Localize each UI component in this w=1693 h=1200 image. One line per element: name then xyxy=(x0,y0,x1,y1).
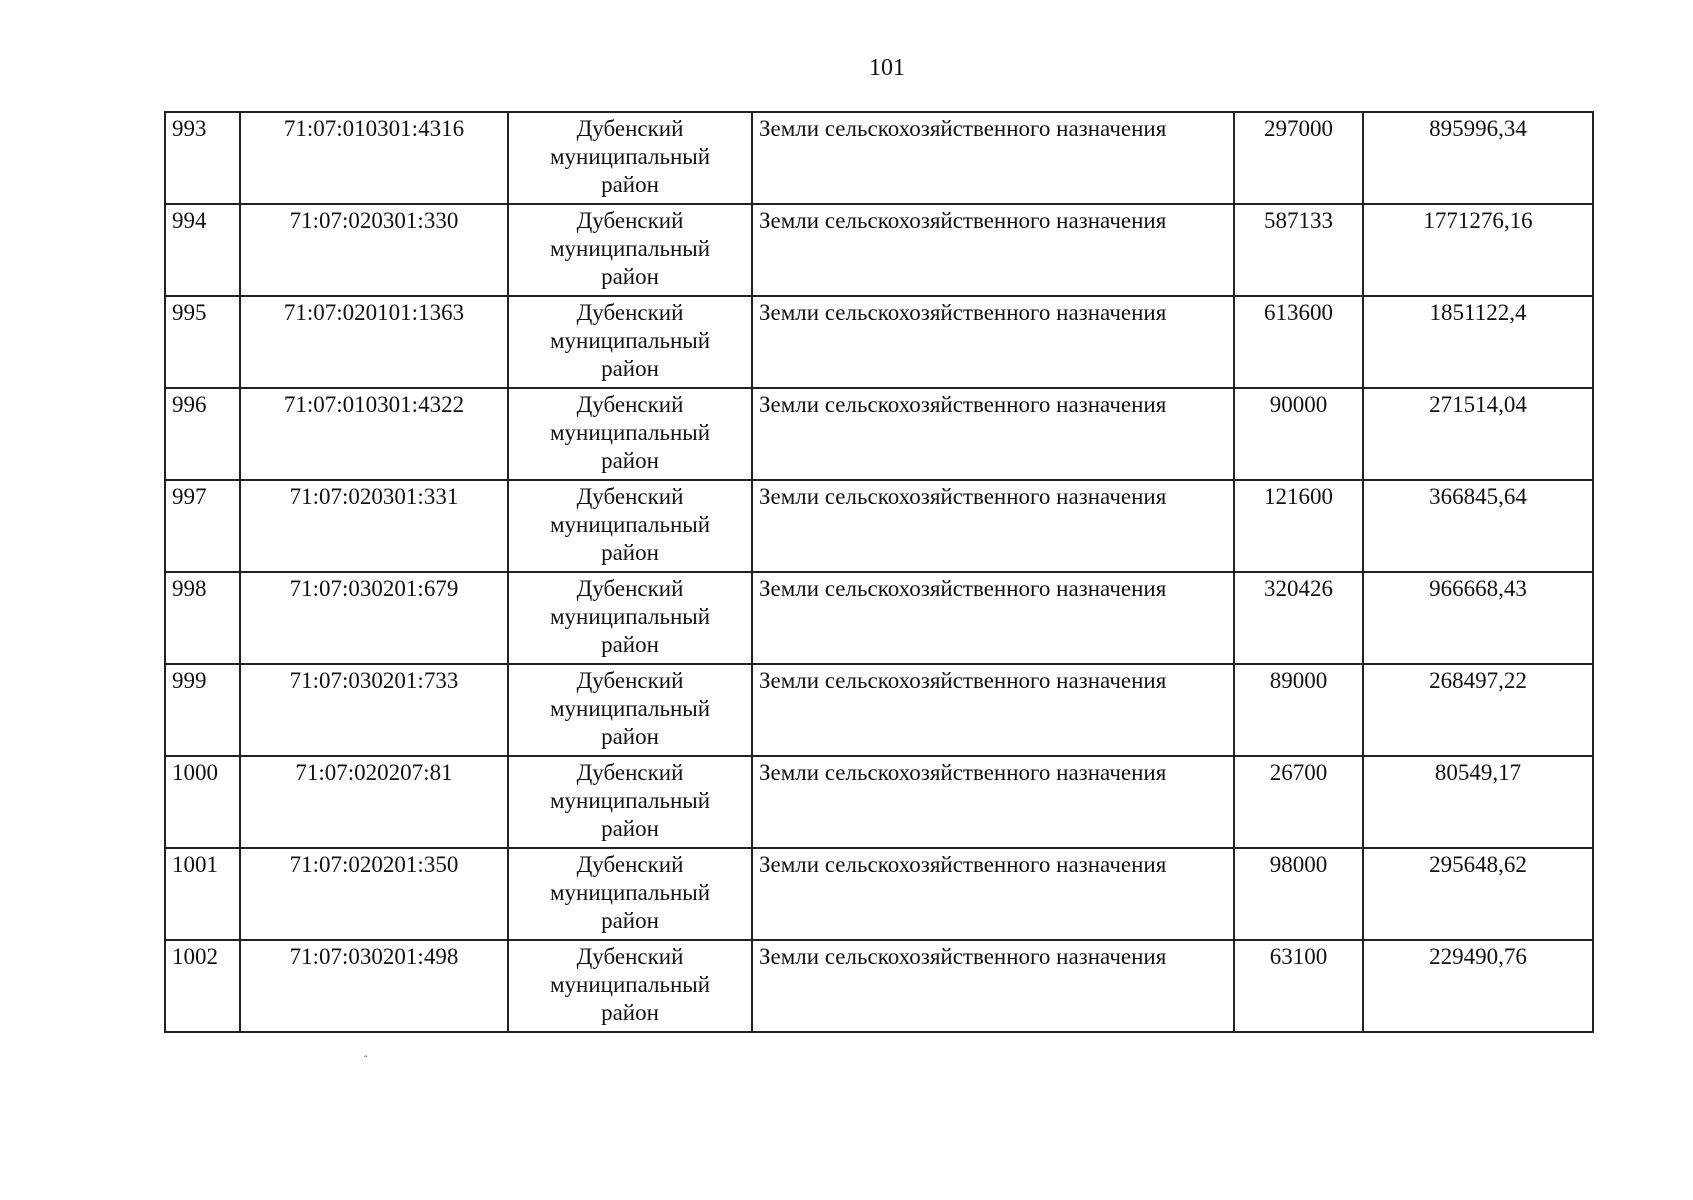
district-line: муниципальный xyxy=(549,880,711,905)
district-line: Дубенский xyxy=(576,760,684,785)
cadastral-number-cell: 71:07:030201:733 xyxy=(240,664,508,756)
cadastral-number-cell: 71:07:020201:350 xyxy=(240,848,508,940)
table-row xyxy=(165,756,1593,848)
district-line: район xyxy=(601,448,659,473)
land-category-cell: Земли сельскохозяйственного назначения xyxy=(752,940,1234,1032)
row-number-cell: 997 xyxy=(165,480,240,572)
area-cell: 320426 xyxy=(1234,572,1363,664)
cadastral-value-cell: 966668,43 xyxy=(1363,572,1593,664)
land-category-cell: Земли сельскохозяйственного назначения xyxy=(752,204,1234,296)
district-line: район xyxy=(601,816,659,841)
land-category-cell: Земли сельскохозяйственного назначения xyxy=(752,480,1234,572)
cadastral-number-cell: 71:07:020301:330 xyxy=(240,204,508,296)
table-row xyxy=(165,388,1593,480)
cadastral-number-cell: 71:07:020301:331 xyxy=(240,480,508,572)
district-line: район xyxy=(601,356,659,381)
cadastral-value-cell: 366845,64 xyxy=(1363,480,1593,572)
district-line: район xyxy=(601,908,659,933)
district-cell xyxy=(508,940,752,1032)
area-cell: 587133 xyxy=(1234,204,1363,296)
row-number-cell: 995 xyxy=(165,296,240,388)
district-line: муниципальный xyxy=(549,236,711,261)
district-line: Дубенский xyxy=(576,116,684,141)
district-cell xyxy=(508,480,752,572)
district-line: Дубенский xyxy=(576,300,684,325)
area-cell: 98000 xyxy=(1234,848,1363,940)
row-number-cell: 1002 xyxy=(165,940,240,1032)
district-line: муниципальный xyxy=(549,420,711,445)
row-number-cell: 994 xyxy=(165,204,240,296)
area-cell: 89000 xyxy=(1234,664,1363,756)
district-line: муниципальный xyxy=(549,788,711,813)
land-plots-table xyxy=(164,111,1594,1033)
table-row xyxy=(165,940,1593,1032)
district-line: муниципальный xyxy=(549,512,711,537)
land-category-cell: Земли сельскохозяйственного назначения xyxy=(752,848,1234,940)
land-category-cell: Земли сельскохозяйственного назначения xyxy=(752,572,1234,664)
district-cell xyxy=(508,664,752,756)
page-number: 101 xyxy=(869,55,905,81)
area-cell: 90000 xyxy=(1234,388,1363,480)
cadastral-value-cell: 1771276,16 xyxy=(1363,204,1593,296)
district-line: Дубенский xyxy=(576,668,684,693)
row-number-cell: 998 xyxy=(165,572,240,664)
land-category-cell: Земли сельскохозяйственного назначения xyxy=(752,664,1234,756)
district-line: район xyxy=(601,724,659,749)
district-line: район xyxy=(601,632,659,657)
table-row xyxy=(165,572,1593,664)
cadastral-number-cell: 71:07:030201:498 xyxy=(240,940,508,1032)
district-line: Дубенский xyxy=(576,576,684,601)
district-line: район xyxy=(601,540,659,565)
scan-speck-mark: ˆ xyxy=(364,1055,368,1066)
cadastral-value-cell: 1851122,4 xyxy=(1363,296,1593,388)
cadastral-value-cell: 229490,76 xyxy=(1363,940,1593,1032)
table-row xyxy=(165,664,1593,756)
district-cell xyxy=(508,388,752,480)
table-row xyxy=(165,204,1593,296)
land-category-cell: Земли сельскохозяйственного назначения xyxy=(752,112,1234,204)
cadastral-number-cell: 71:07:020101:1363 xyxy=(240,296,508,388)
row-number-cell: 999 xyxy=(165,664,240,756)
district-line: Дубенский xyxy=(576,944,684,969)
district-line: муниципальный xyxy=(549,328,711,353)
district-line: Дубенский xyxy=(576,208,684,233)
table-row xyxy=(165,480,1593,572)
district-cell xyxy=(508,112,752,204)
district-line: муниципальный xyxy=(549,696,711,721)
cadastral-value-cell: 271514,04 xyxy=(1363,388,1593,480)
district-cell xyxy=(508,572,752,664)
cadastral-value-cell: 895996,34 xyxy=(1363,112,1593,204)
district-line: Дубенский xyxy=(576,484,684,509)
district-line: Дубенский xyxy=(576,852,684,877)
district-line: муниципальный xyxy=(549,604,711,629)
district-cell xyxy=(508,848,752,940)
area-cell: 26700 xyxy=(1234,756,1363,848)
row-number-cell: 1001 xyxy=(165,848,240,940)
cadastral-value-cell: 295648,62 xyxy=(1363,848,1593,940)
cadastral-number-cell: 71:07:010301:4322 xyxy=(240,388,508,480)
district-line: район xyxy=(601,264,659,289)
table-row xyxy=(165,296,1593,388)
district-cell xyxy=(508,204,752,296)
row-number-cell: 996 xyxy=(165,388,240,480)
area-cell: 121600 xyxy=(1234,480,1363,572)
cadastral-value-cell: 268497,22 xyxy=(1363,664,1593,756)
district-line: Дубенский xyxy=(576,392,684,417)
land-category-cell: Земли сельскохозяйственного назначения xyxy=(752,296,1234,388)
land-category-cell: Земли сельскохозяйственного назначения xyxy=(752,756,1234,848)
district-cell xyxy=(508,296,752,388)
district-line: муниципальный xyxy=(549,972,711,997)
table-row xyxy=(165,112,1593,204)
cadastral-number-cell: 71:07:010301:4316 xyxy=(240,112,508,204)
land-category-cell: Земли сельскохозяйственного назначения xyxy=(752,388,1234,480)
district-line: муниципальный xyxy=(549,144,711,169)
cadastral-number-cell: 71:07:020207:81 xyxy=(240,756,508,848)
area-cell: 297000 xyxy=(1234,112,1363,204)
area-cell: 613600 xyxy=(1234,296,1363,388)
area-cell: 63100 xyxy=(1234,940,1363,1032)
row-number-cell: 993 xyxy=(165,112,240,204)
district-cell xyxy=(508,756,752,848)
cadastral-number-cell: 71:07:030201:679 xyxy=(240,572,508,664)
cadastral-value-cell: 80549,17 xyxy=(1363,756,1593,848)
table-row xyxy=(165,848,1593,940)
row-number-cell: 1000 xyxy=(165,756,240,848)
district-line: район xyxy=(601,172,659,197)
district-line: район xyxy=(601,1000,659,1025)
